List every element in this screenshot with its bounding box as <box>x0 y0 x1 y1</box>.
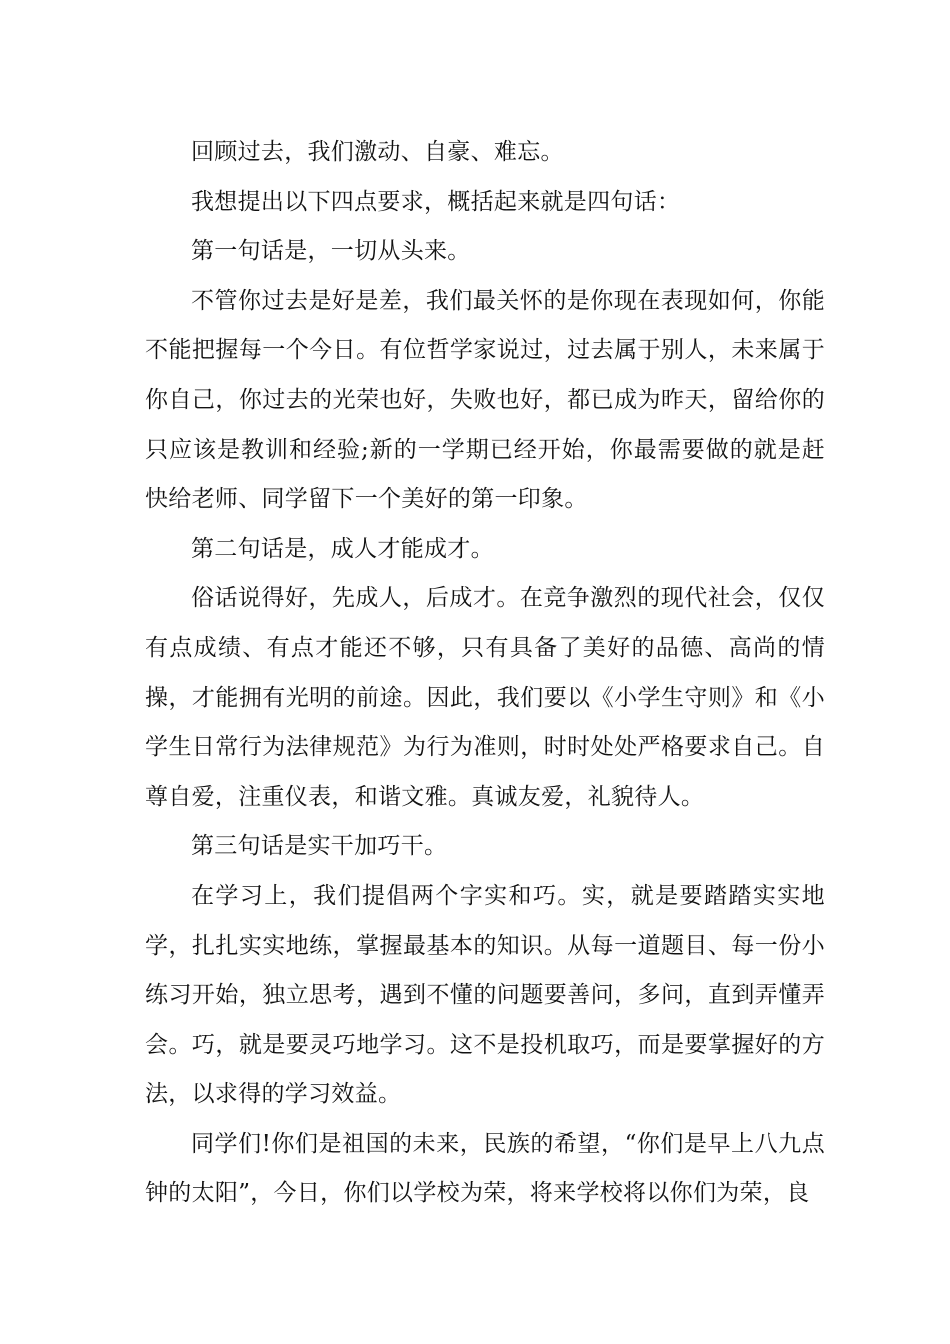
paragraph-third-sentence-body: 在学习上，我们提倡两个字实和巧。实，就是要踏踏实实地学，扎扎实实地练，掌握最基本的知识。从每一道题目、每一份小练习开始，独立思考，遇到不懂的问题要善问，多问，直到弄懂弄会。巧，就是要灵巧地学习。这不是投机取巧，而是要掌握好的方法，以求得的学习效益。 <box>145 882 825 1108</box>
paragraph-students-address: 同学们!你们是祖国的未来，民族的希望，“你们是早上八九点钟的太阳”，今日，你们以学校为荣，将来学校将以你们为荣，良 <box>145 1130 825 1207</box>
document-body <box>145 128 825 1219</box>
paragraph-four-requirements: 我想提出以下四点要求，概括起来就是四句话： <box>191 188 681 215</box>
paragraph-second-sentence-body: 俗话说得好，先成人，后成才。在竞争激烈的现代社会，仅仅有点成绩、有点才能还不够，只有具备了美好的品德、高尚的情操，才能拥有光明的前途。因此，我们要以《小学生守则》和《小学生日常行为法律规范》为行为准则，时时处处严格要求自己。自尊自爱，注重仪表，和谐文雅。真诚友爱，礼貌待人。 <box>145 585 825 810</box>
paragraph-first-sentence-body: 不管你过去是好是差，我们最关怀的是你现在表现如何，你能不能把握每一个今日。有位哲学家说过，过去属于别人，未来属于你自己，你过去的光荣也好，失败也好，都已成为昨天，留给你的只应该是教训和经验;新的一学期已经开始，你最需要做的就是赶快给老师、同学留下一个美好的第一印象。 <box>145 287 825 513</box>
paragraph-second-sentence-heading: 第二句话是，成人才能成才。 <box>191 535 494 562</box>
paragraph-first-sentence-heading: 第一句话是，一切从头来。 <box>191 238 471 265</box>
paragraph-third-sentence-heading: 第三句话是实干加巧干。 <box>191 833 448 860</box>
paragraph-review: 回顾过去，我们激动、自豪、难忘。 <box>191 139 564 165</box>
